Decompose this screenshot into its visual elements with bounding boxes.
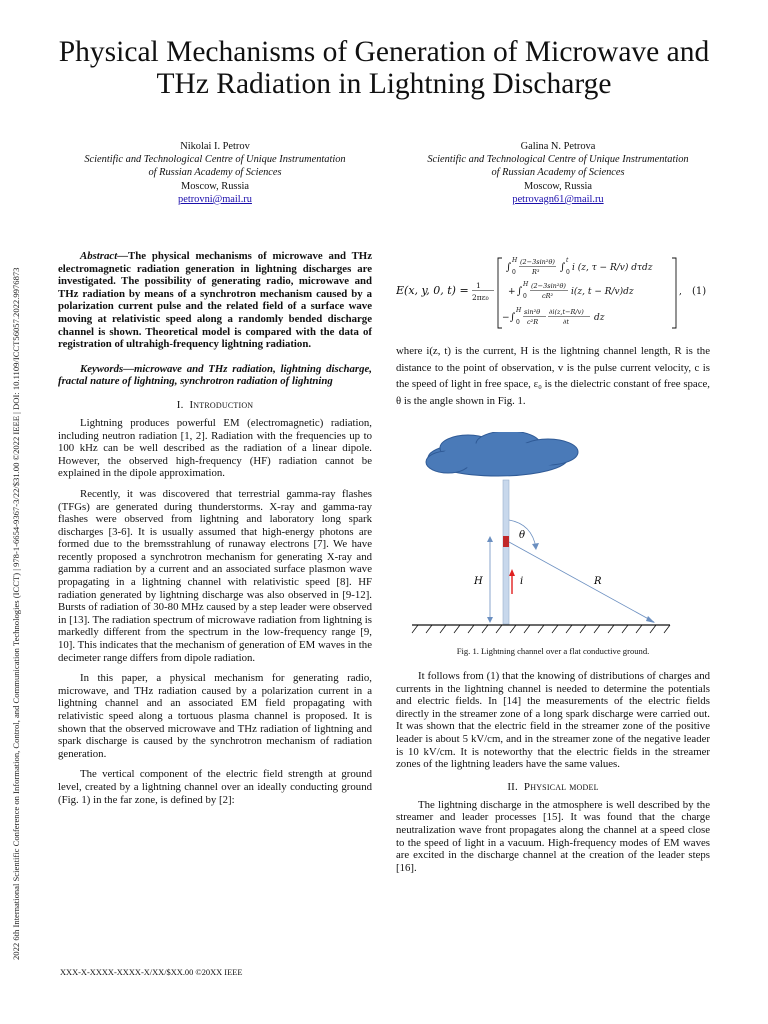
svg-text:cR²: cR²: [542, 292, 554, 300]
label-R: R: [594, 576, 602, 587]
paragraph: The vertical component of the electric field strength at ground level, created by a lightning channel over an ideally conducting ground (Fig. 1) in the far zone, is defined by [2]:: [58, 768, 372, 806]
footer-copyright: XXX-X-XXXX-XXXX-X/XX/$XX.00 ©20XX IEEE: [60, 968, 243, 977]
svg-text:sin²θ: sin²θ: [524, 308, 541, 316]
svg-text:c²R: c²R: [527, 318, 539, 326]
abstract-text: The physical mechanisms of microwave and THz electromagnetic radiation generation in lightning discharges are investigated. The possibility of generating radio, microwave and THz radiation by means of a synchrotron mechanism caused by a polarization current pulse and the related field of a surface wave moving at relativistic speed along a randomly bended discharge channel is shown. Theoretical model is compared with the data of registration of ultrahigh-frequency lightning radiation.: [58, 250, 372, 351]
svg-text:i (z, τ − R/v) dτdz: i (z, τ − R/v) dτdz: [572, 263, 653, 273]
paper-title: Physical Mechanisms of Generation of Microwave and THz Radiation in Lightning Discharge: [58, 36, 710, 100]
svg-text:∫: ∫: [506, 262, 512, 273]
author-affiliation-2: of Russian Academy of Sciences: [491, 167, 625, 179]
keywords-label: Keywords—: [80, 362, 134, 375]
svg-text:R³: R³: [532, 268, 540, 276]
svg-text:+: +: [508, 287, 516, 297]
author-city: Moscow, Russia: [523, 180, 593, 192]
svg-text:2πε₀: 2πε₀: [472, 293, 489, 302]
svg-text:0: 0: [523, 293, 527, 300]
paragraph: Recently, it was discovered that terrestrial gamma-ray flashes (TFGs) are generated during thunderstorms. X-ray and gamma-ray flashes were observed from lightning and laboratory long spark discharges [3-6]. It is usually assumed that high-energy photons are formed due to the bremsstrahlung of runaway electrons [7]. We have recently proposed a synchrotron mechanism for generating X-ray and gamma radiation by a current and an associated surface plasmon wave propagating in a lightning channel with relativistic speed [8]. HF radiation generated by lightning discharge was also observed in [9-12]. Bursts of radiation of 30-80 MHz caused by a step leader were observed in [13]. The radiation spectrum of microwave radiation from lightning is markedly different from the spectrum in the low-frequency range [9, 10]. This indicates that the mechanism of generation of EM waves in the decimeter range differs from dipole radiation.: [58, 487, 372, 664]
svg-text:,: ,: [679, 287, 682, 297]
cloud-shape: [426, 432, 578, 476]
figure-caption: Fig. 1. Lightning channel over a flat conductive ground.: [456, 646, 650, 656]
svg-text:(2−3sin²θ): (2−3sin²θ): [531, 282, 566, 290]
abstract: [58, 250, 372, 351]
svg-text:∫: ∫: [517, 286, 523, 297]
paragraph: In this paper, a physical mechanism for generating radio, microwave, and THz radiation caused by a polarization current in a lightning channel and an associated EM field propagating with relativistic speed along a tortuous plasma channel is proposed. It is shown that the observed microwave and THz radiation of lightning and spark discharge is caused by the synchrotron mechanism of radiation generation.: [58, 672, 372, 760]
right-column: [396, 670, 710, 874]
equation-lhs: E(x, y, 0, t) =: [396, 284, 469, 297]
svg-text:0: 0: [512, 269, 516, 276]
label-theta: θ: [519, 530, 526, 541]
author-block-1: [50, 140, 380, 206]
svg-text:H: H: [512, 257, 518, 264]
svg-text:t: t: [566, 257, 569, 264]
author-affiliation: Scientific and Technological Centre of Unique Instrumentation: [427, 154, 689, 166]
svg-text:0: 0: [516, 319, 520, 326]
equation-render: [396, 252, 716, 332]
svg-text:∫: ∫: [510, 312, 516, 323]
svg-text:i(z, t − R/v)dz: i(z, t − R/v)dz: [571, 287, 634, 297]
keywords: [58, 363, 372, 388]
author-name: Nikolai I. Petrov: [180, 141, 250, 152]
equation-1: [396, 252, 716, 332]
label-H: H: [474, 576, 483, 587]
ground-hatching: [412, 625, 670, 633]
keywords-text: microwave and THz radiation, lightning discharge, fractal nature of lightning, synchrotron radiation of lightning: [58, 362, 372, 388]
author-block-2: [393, 140, 723, 206]
current-segment: [503, 536, 509, 547]
svg-text:dz: dz: [594, 313, 605, 323]
lightning-diagram: [408, 432, 672, 644]
author-name: Galina N. Petrova: [520, 141, 596, 152]
equation-where-text: where i(z, t) is the current, H is the lightning channel length, R is the distance to the point of observation, v is the pulse current velocity, c is the speed of light in free space, ε₀ is the dielectric constant of free space, θ is the angle shown in Fig. 1.: [396, 345, 710, 407]
section-heading-physical-model: II. Physical model: [507, 780, 599, 793]
svg-text:H: H: [516, 307, 522, 314]
svg-text:∫: ∫: [560, 262, 566, 273]
doi-sidebar: 2022 6th International Scientific Conference on Information, Control, and Communication Technologies (ICCT) | 978-1-6654-9367-3/22/$31.00 ©2022 IEEE | DOI: 10.1109/ICCT56057.2022.9976873: [11, 267, 21, 960]
label-i: i: [520, 576, 524, 587]
equation-number: (1): [692, 286, 707, 297]
svg-text:(2−3sin²θ): (2−3sin²θ): [520, 258, 555, 266]
svg-text:0: 0: [566, 269, 570, 276]
paragraph: It follows from (1) that the knowing of distributions of charges and currents in the lightning channel is needed to determine the potentials and electric fields. In [14] the measurements of the electric fields directly in the streamer zone of a long spark discharge were carried out. It was shown that the electric field in the streamer zone of the positive leader is about 5 kV/cm, and in the streamer zone of the negative leader is 10 kV/cm. It is noteworthy that the electric fields in the streamer zones of the lightning leaders have the same values.: [396, 670, 710, 771]
svg-text:−: −: [502, 313, 510, 323]
author-affiliation: Scientific and Technological Centre of Unique Instrumentation: [84, 154, 346, 166]
author-email-link[interactable]: petrovagn61@mail.ru: [512, 193, 604, 205]
paragraph: The lightning discharge in the atmosphere is well described by the streamer and leader processes [15]. It was found that the charge neutralization wave front propagates along the channel at a speed close to the speed of light in a vacuum. High-frequency modes of EM waves are excited in the discharge channel at the creation of the leader steps [16].: [396, 798, 710, 874]
lightning-channel: [503, 480, 509, 624]
paragraph: Lightning produces powerful EM (electromagnetic) radiation, including neutron radiation [1, 2]. Radiation with the frequencies up to 100 kHz can be well described as the radiation of a linear dipole. However, the observed high-frequency (HF) radiation cannot be explained in the dipole approximation.: [58, 416, 372, 480]
svg-text:H: H: [523, 281, 529, 288]
left-column: [58, 250, 372, 806]
distance-line: [509, 542, 654, 622]
abstract-label: Abstract—: [80, 250, 128, 262]
svg-text:∂i(z,t−R/v): ∂i(z,t−R/v): [549, 308, 584, 316]
author-city: Moscow, Russia: [180, 180, 250, 192]
section-heading-introduction: I. Introduction: [176, 398, 254, 411]
svg-text:1: 1: [476, 281, 481, 290]
figure-1: [408, 432, 672, 644]
author-affiliation-2: of Russian Academy of Sciences: [148, 167, 282, 179]
svg-text:∂t: ∂t: [563, 318, 569, 326]
author-email-link[interactable]: petrovni@mail.ru: [178, 193, 252, 205]
